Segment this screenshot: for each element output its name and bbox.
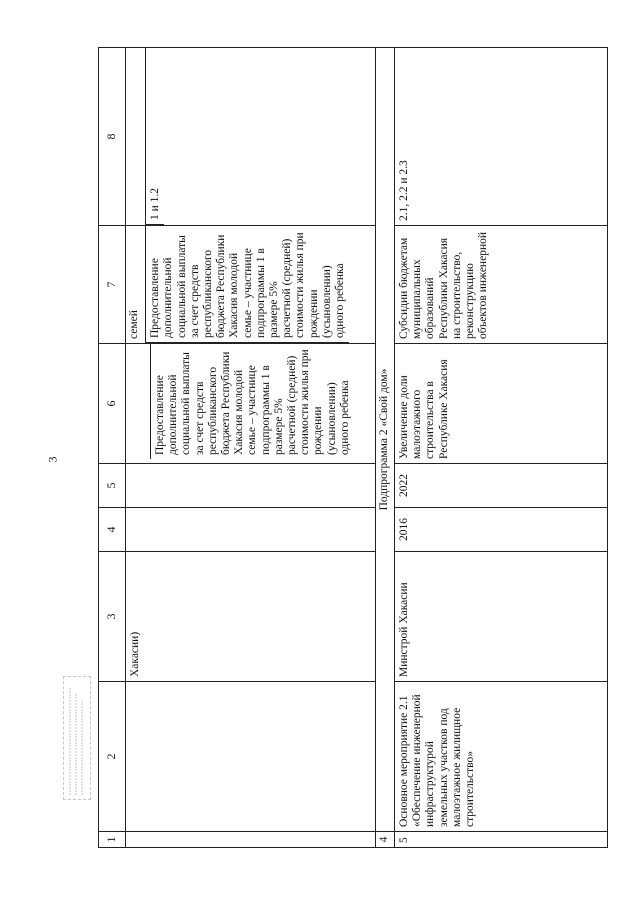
row5-end-year: 2022 [395,464,608,508]
row5-result: Увеличение доли малоэтажного строительства в Республике Хакасия [395,344,608,464]
header-col-8: 8 [99,48,126,226]
cont-cell-8-top [128,52,145,221]
cont-cell-5 [126,464,376,508]
row5-indicators: 2.1, 2.2 и 2.3 [395,48,608,226]
stamp-mark [63,710,103,800]
header-col-2: 2 [99,682,126,832]
stamp-lines [65,683,87,797]
cont-cell-6 [126,344,376,464]
header-col-7: 7 [99,226,126,344]
header-col-6: 6 [99,344,126,464]
cont-cell-8 [126,48,376,226]
cont-cell-1 [126,832,376,848]
cont-cell-8-text: 1 и 1.2 [145,48,164,225]
row5-directions: Субсидии бюджетам муниципальных образований Республики Хакасия на строительство, реконструкцию объектов инженерной [395,226,608,344]
table-row-4 [376,48,395,848]
table-row-5 [395,48,608,848]
row5-start-year: 2016 [395,508,608,552]
row5-number: 5 [395,832,608,848]
header-col-4: 4 [99,508,126,552]
cont-cell-2 [126,682,376,832]
table-row-continued [126,48,376,848]
cont-cell-7 [126,226,376,344]
rotated-table-wrapper [98,48,608,848]
stamp-image [63,676,91,800]
cont-cell-6-text: Предоставление дополнительной социальной выплаты за счет средств республиканского бюджета Республики Хакасия молодой семье – участнице подпрограммы 1 в размере 5% расчетной (средней) стоимости жилья при рождении (усыновлении) одного ребенка [150,344,354,459]
header-col-5: 5 [99,464,126,508]
header-col-1: 1 [99,832,126,848]
cont-cell-7-top: семей [128,310,140,339]
cont-cell-7-text: Предоставление дополнительной социальной выплаты за счет средств республиканского бюджета Республики Хакасия молодой семье – участнице подпрограммы 1 в размере 5% расчетной (средней) стоимости жилья при рождении (усыновлении) одного ребенка [145,226,349,343]
row5-executor: Минстрой Хакасии [395,552,608,682]
program-table [98,47,608,848]
row5-measure: Основное мероприятие 2.1 «Обеспечение инженерной инфраструктурой земельных участков под малоэтажное жилищное строительство» [395,682,608,832]
header-col-3: 3 [99,552,126,682]
cont-cell-3: Хакасии) [126,552,376,682]
row4-number: 4 [376,832,395,848]
subprogram-title: Подпрограмма 2 «Свой дом» [376,48,395,832]
page-number: 3 [45,456,60,463]
cont-cell-4 [126,508,376,552]
